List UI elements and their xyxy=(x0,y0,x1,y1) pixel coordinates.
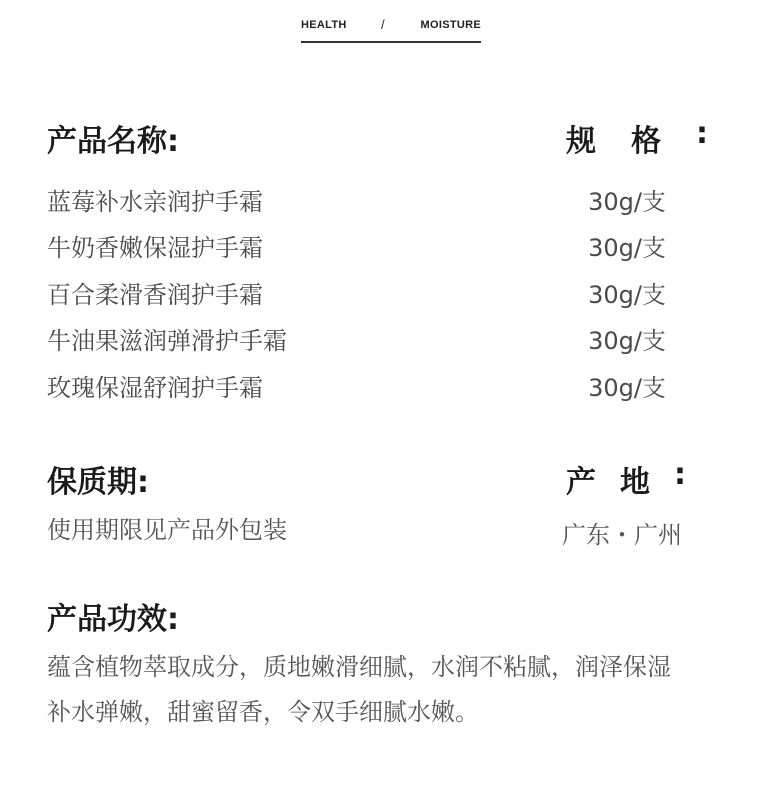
product-name: 牛奶香嫩保湿护手霜 xyxy=(47,234,263,263)
product-spec: 30g/支 xyxy=(588,187,666,216)
product-row xyxy=(47,269,687,316)
product-row xyxy=(47,362,687,409)
origin-value: 广东・广州 xyxy=(562,521,682,549)
product-name: 牛油果滋润弹滑护手霜 xyxy=(47,327,287,356)
header-right-label: MOISTURE xyxy=(420,19,481,31)
product-row xyxy=(47,176,687,223)
header-tag xyxy=(301,17,481,43)
origin-heading: 产 地 : xyxy=(566,457,686,500)
product-spec: 30g/支 xyxy=(588,373,666,402)
efficacy-text: 蕴含植物萃取成分，质地嫩滑细腻，水润不粘腻，润泽保湿补水弹嫩，甜蜜留香，令双手细腻水嫩。 xyxy=(47,653,671,726)
header-left-label: HEALTH xyxy=(301,19,347,31)
product-name: 蓝莓补水亲润护手霜 xyxy=(47,187,263,216)
spec-heading: 规 格 : xyxy=(566,116,708,159)
product-row xyxy=(47,223,687,270)
product-name-heading: 产品名称: xyxy=(47,124,179,159)
efficacy-heading: 产品功效: xyxy=(47,602,179,637)
shelf-life-heading: 保质期: xyxy=(47,465,149,500)
shelf-life-value: 使用期限见产品外包装 xyxy=(47,516,287,544)
product-name: 百合柔滑香润护手霜 xyxy=(47,280,263,309)
product-spec: 30g/支 xyxy=(588,327,666,356)
product-row xyxy=(47,316,687,363)
product-name: 玫瑰保湿舒润护手霜 xyxy=(47,373,263,402)
product-spec: 30g/支 xyxy=(588,234,666,263)
header-separator: / xyxy=(381,17,385,32)
product-list xyxy=(47,176,687,409)
product-spec: 30g/支 xyxy=(588,280,666,309)
